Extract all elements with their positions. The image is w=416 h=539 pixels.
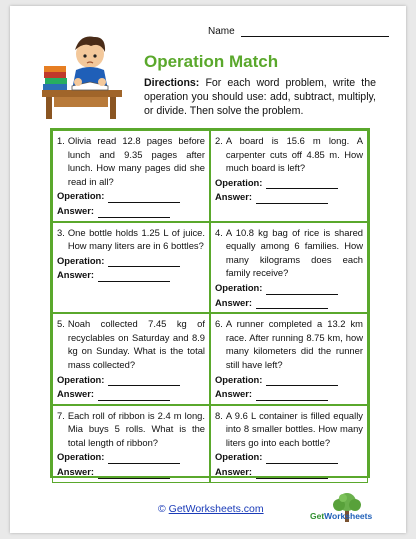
problem-cell-4	[210, 222, 368, 314]
operation-label: Operation:	[215, 373, 263, 385]
operation-line[interactable]	[266, 454, 338, 464]
problem-text: A board is 15.6 m long. A carpenter cuts off 4.85 m. How much board is left?	[225, 135, 363, 174]
answer-field[interactable]	[57, 268, 205, 282]
name-line[interactable]	[241, 26, 389, 37]
operation-label: Operation:	[215, 176, 263, 188]
problem-text: A runner completed a 13.2 km race. After running 8.75 km, how many kilometers did the runner still have left?	[225, 318, 363, 370]
problem-number: 7.	[57, 409, 65, 421]
problem-text: Each roll of ribbon is 2.4 m long. Mia buys 5 rolls. What is the total length of ribbon?	[67, 409, 205, 448]
operation-line[interactable]	[266, 285, 338, 295]
worksheet-page	[10, 6, 406, 533]
problem-cell-2	[210, 130, 368, 222]
problem-number: 5.	[57, 318, 65, 330]
problem-text: Noah collected 7.45 kg of recyclables on Saturday and 8.9 kg on Sunday. What is the total mass collected?	[67, 318, 205, 370]
page-title: Operation Match	[144, 52, 279, 71]
operation-label: Operation:	[57, 373, 105, 385]
answer-field[interactable]	[57, 465, 205, 479]
directions-label: Directions:	[144, 77, 200, 89]
tree-logo-icon	[318, 490, 376, 528]
answer-line[interactable]	[256, 391, 328, 401]
problem-text: A 9.6 L container is filled equally into 8 smaller bottles. How many liters go into each bottle?	[225, 409, 363, 448]
student-desk-illustration	[42, 20, 132, 120]
operation-field[interactable]	[215, 176, 363, 190]
copyright-symbol: ©	[158, 503, 166, 515]
answer-line[interactable]	[98, 391, 170, 401]
answer-label: Answer:	[215, 388, 252, 400]
problem-grid	[50, 128, 370, 478]
operation-field[interactable]	[215, 450, 363, 464]
answer-field[interactable]	[215, 465, 363, 479]
answer-label: Answer:	[215, 296, 252, 308]
operation-field[interactable]	[215, 373, 363, 387]
problem-cell-7	[52, 405, 210, 483]
operation-field[interactable]	[215, 281, 363, 295]
problem-number: 8.	[215, 409, 223, 421]
operation-label: Operation:	[57, 254, 105, 266]
problem-number: 1.	[57, 135, 65, 146]
answer-field[interactable]	[215, 296, 363, 310]
logo-text-worksheets: Worksheets	[324, 511, 373, 521]
operation-label: Operation:	[215, 451, 263, 463]
operation-field[interactable]	[57, 450, 205, 464]
operation-line[interactable]	[108, 193, 180, 203]
problem-cell-3	[52, 222, 210, 314]
answer-field[interactable]	[57, 387, 205, 401]
operation-label: Operation:	[215, 281, 263, 293]
answer-label: Answer:	[57, 466, 94, 478]
answer-label: Answer:	[57, 388, 94, 400]
answer-line[interactable]	[256, 469, 328, 479]
problem-cell-5	[52, 313, 210, 405]
logo-text-get: Get	[310, 511, 325, 521]
answer-line[interactable]	[98, 272, 170, 282]
name-field[interactable]	[208, 26, 389, 37]
answer-label: Answer:	[215, 466, 252, 478]
operation-line[interactable]	[108, 257, 180, 267]
problem-number: 2.	[215, 135, 223, 146]
answer-field[interactable]	[57, 204, 205, 218]
answer-label: Answer:	[215, 191, 252, 203]
name-label: Name	[208, 26, 235, 37]
operation-field[interactable]	[57, 373, 205, 387]
problem-number: 6.	[215, 318, 223, 330]
operation-line[interactable]	[108, 376, 180, 386]
directions-text: For each word problem, write the operation you should use: add, subtract, multiply, or divide. Then solve the problem.	[144, 77, 376, 117]
problem-cell-1	[52, 130, 210, 222]
problem-number: 4.	[215, 226, 223, 238]
operation-line[interactable]	[266, 179, 338, 189]
answer-line[interactable]	[256, 299, 328, 309]
problem-text: A 10.8 kg bag of rice is shared equally among 6 families. How many kilograms does each family receive?	[225, 226, 363, 279]
answer-line[interactable]	[256, 194, 328, 204]
problem-number: 3.	[57, 226, 65, 238]
answer-field[interactable]	[215, 190, 363, 204]
operation-field[interactable]	[57, 254, 205, 268]
answer-label: Answer:	[57, 204, 94, 216]
answer-field[interactable]	[215, 387, 363, 401]
logo-text	[310, 511, 372, 521]
answer-label: Answer:	[57, 269, 94, 281]
operation-line[interactable]	[266, 376, 338, 386]
problem-cell-6	[210, 313, 368, 405]
operation-line[interactable]	[108, 454, 180, 464]
answer-line[interactable]	[98, 469, 170, 479]
operation-field[interactable]	[57, 189, 205, 203]
problem-cell-8	[210, 405, 368, 483]
problem-text: Olivia read 12.8 pages before lunch and 9.35 pages after lunch. How many pages did she read in all?	[67, 135, 205, 187]
site-link[interactable]: GetWorksheets.com	[168, 503, 264, 515]
problem-text: One bottle holds 1.25 L of juice. How many liters are in 6 bottles?	[67, 226, 205, 252]
footer-link[interactable]	[158, 503, 264, 515]
answer-line[interactable]	[98, 208, 170, 218]
operation-label: Operation:	[57, 190, 105, 202]
operation-label: Operation:	[57, 451, 105, 463]
directions	[144, 76, 376, 118]
